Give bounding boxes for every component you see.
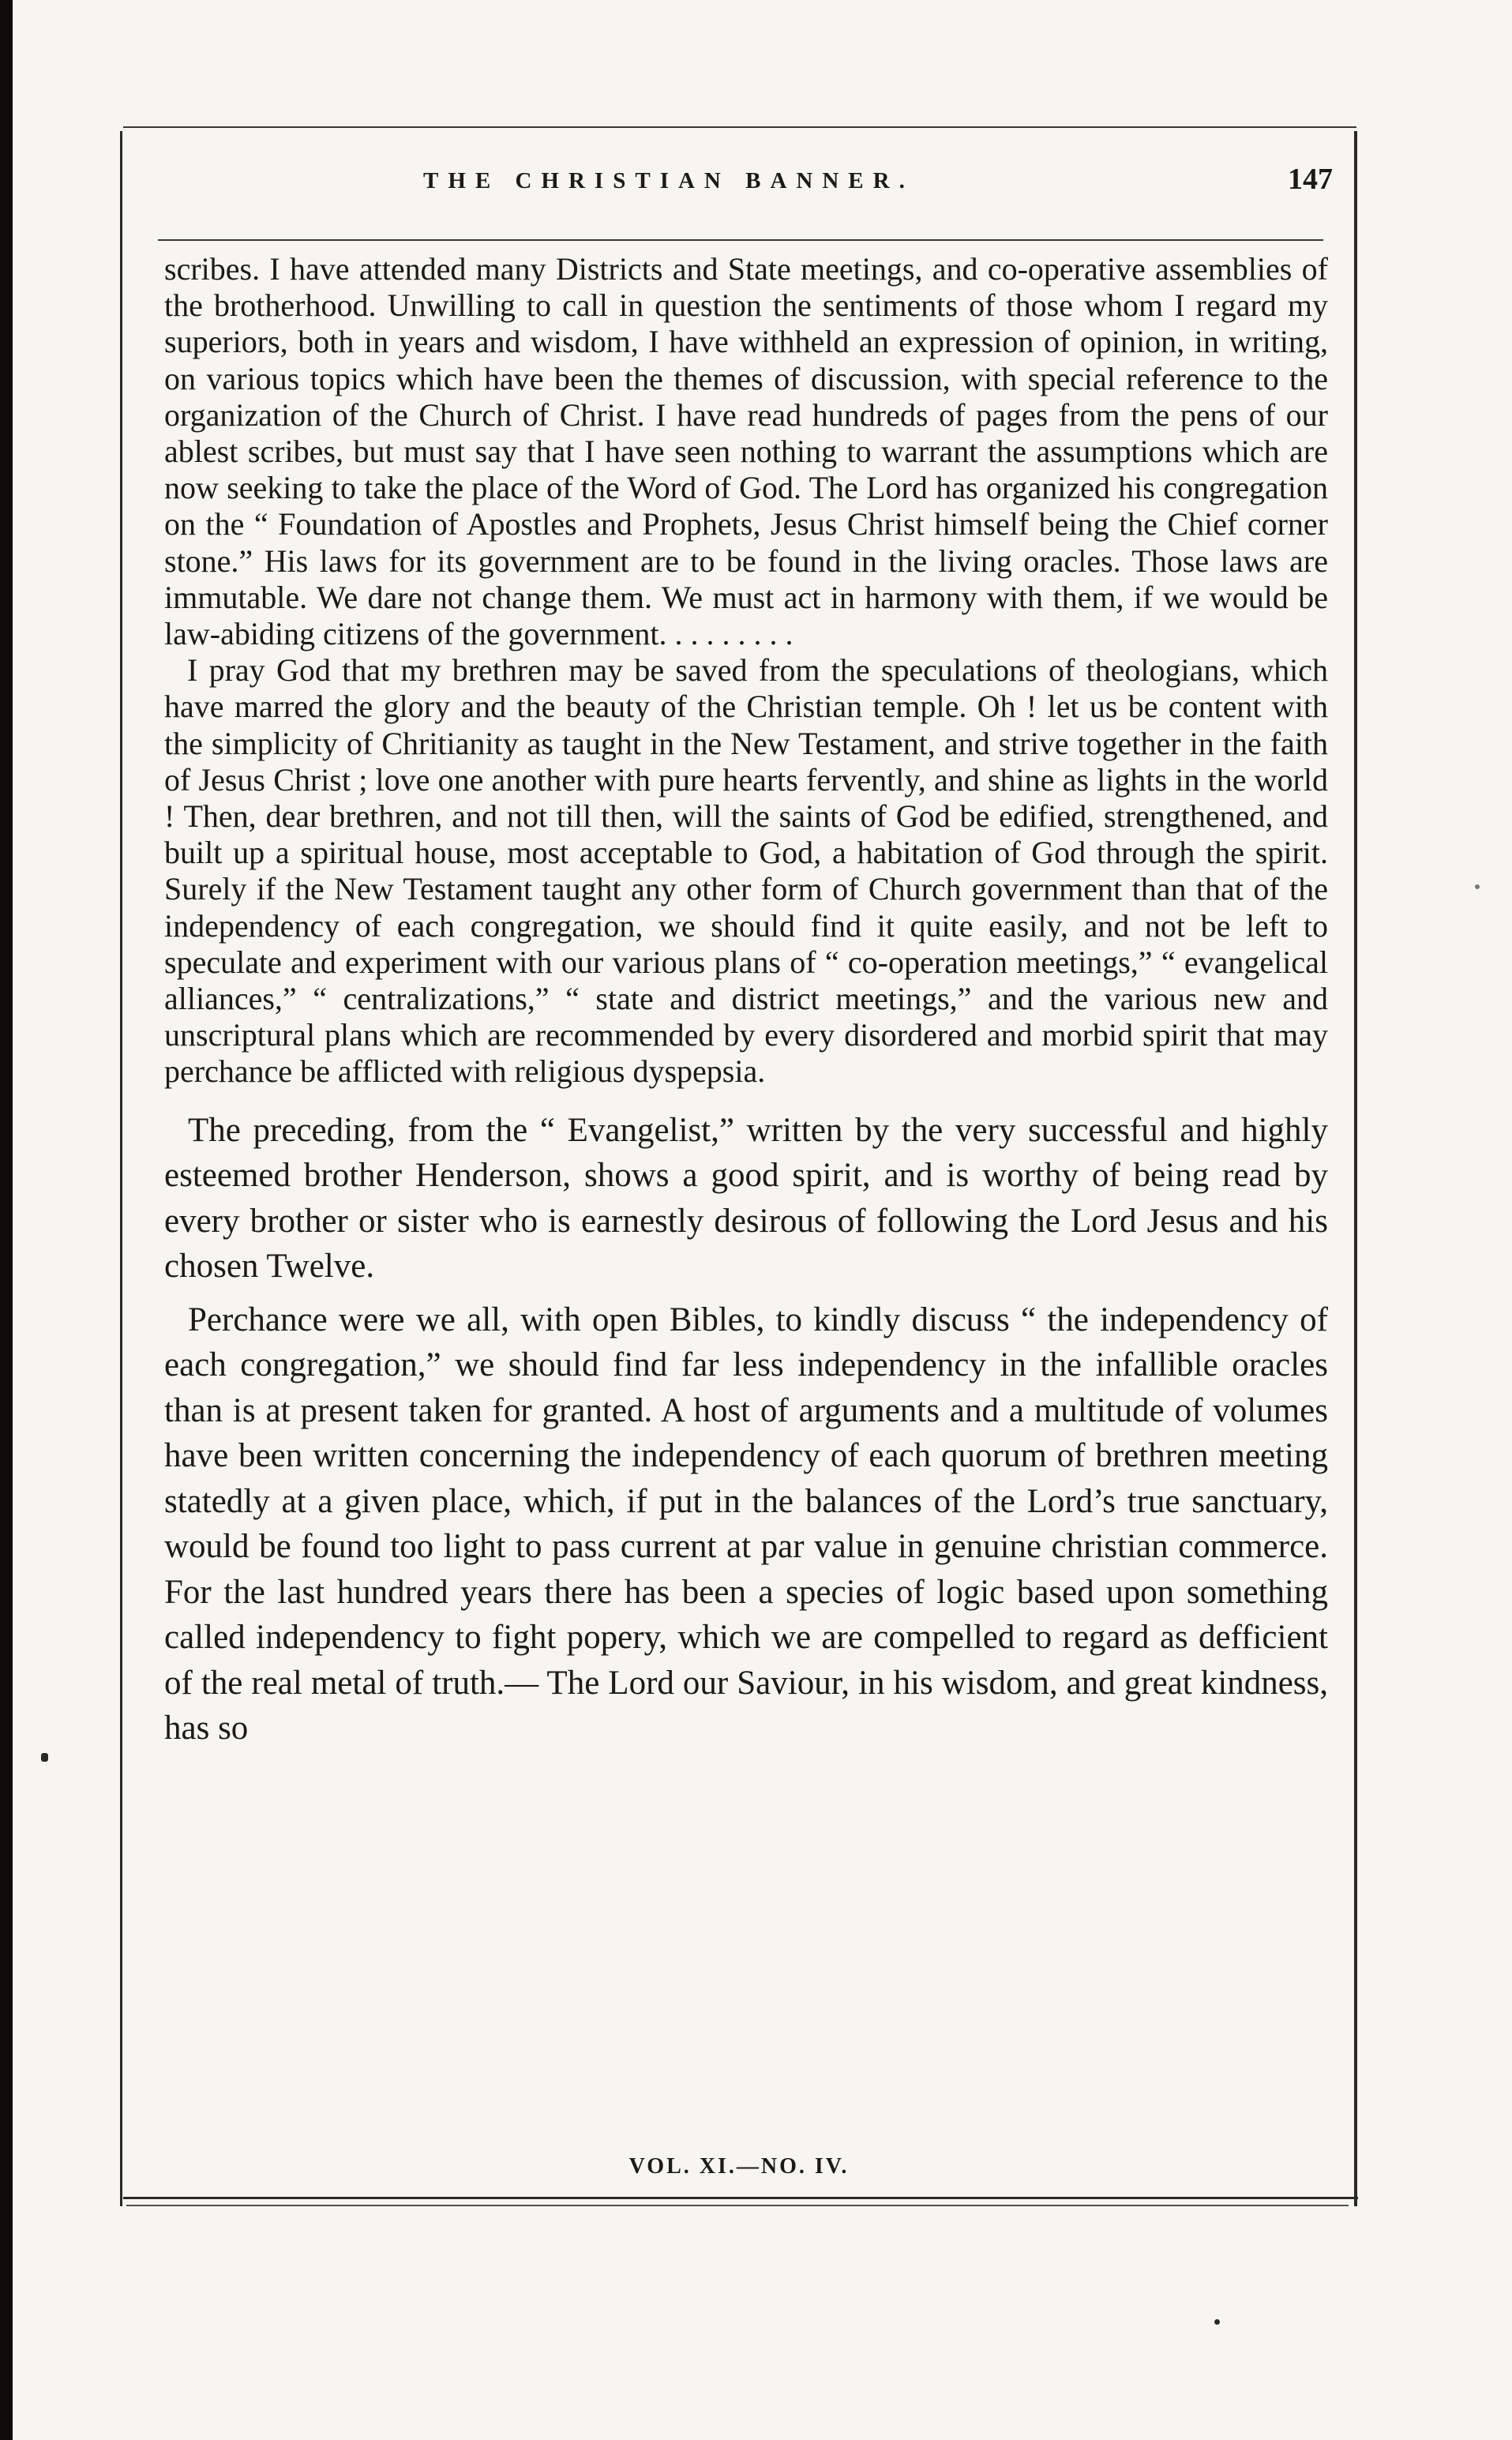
quoted-paragraph: scribes. I have attended many Districts and State meetings, and co-operative assemblies of the brotherhood. Unwilling to call in question the sentiments of those whom I regard my superiors, both in years and wisdom, I have withheld an expression of opinion, in writing, on various topics which have been the themes of discussion, with special reference to the organization of the Church of Christ. I have read hundreds of pages from the pens of our ablest scribes, but must say that I have seen nothing to warrant the assumptions which are now seeking to take the place of the Word of God. The Lord has organized his congregation on the “ Foundation of Apostles and Prophets, Jesus Christ himself being the Chief corner stone.” His laws for its government are to be found in the living oracles. Those laws are immutable. We dare not change them. We must act in harmony with them, if we would be law-abiding citizens of the government. . . . . . . . . [164,251,1328,652]
book-binding-edge [0,0,13,2440]
ink-speck [41,1753,48,1762]
page-frame-bottom-rule [123,2197,1358,2199]
page-frame-bottom-rule-inner [126,2205,1349,2206]
quoted-passage [164,251,1328,1090]
commentary-paragraph: Perchance were we all, with open Bibles, to kindly discuss “ the independency of each congregation,” we should find far less independency in the infallible oracles than is at present taken for granted. A host of arguments and a multitude of volumes have been written concerning the independency of each quorum of brethren meeting statedly at a given place, which, if put in the balances of the Lord’s true sanctuary, would be found too light to pass current at par value in genuine christian commerce. For the last hundred years there has been a species of logic based upon something called independency to fight popery, which we are compelled to regard as defficient of the real metal of truth.— The Lord our Saviour, in his wisdom, and great kindness, has so [164,1301,1328,1747]
page-frame-top-rule [123,126,1356,128]
header-rule [158,239,1323,241]
running-title: THE CHRISTIAN BANNER. [423,168,914,193]
page-number: 147 [1288,163,1333,196]
quoted-paragraph: I pray God that my brethren may be saved from the speculations of theologians, which have marred the glory and the beauty of the Christian temple. Oh ! let us be content with the simplicity of Chritianity as taught in the New Testament, and strive together in the faith of Jesus Christ ; love one another with pure hearts fervently, and shine as lights in the world ! Then, dear brethren, and not till then, will the saints of God be edified, strengthened, and built up a spiritual house, most acceptable to God, a habitation of God through the spirit. Surely if the New Testament taught any other form of Church government than that of the independency of each congregation, we should find it quite easily, and not be left to speculate and experiment with our various plans of “ co-operation meetings,” “ evangelical alliances,” “ centralizations,” “ state and district meetings,” and the various new and unscriptural plans which are recommended by every disordered and morbid spirit that may perchance be afflicted with religious dyspepsia. [164,652,1328,1090]
page-header [123,162,1355,209]
ink-speck [1475,884,1480,889]
page-body [164,251,1328,1751]
ink-speck [1214,2319,1220,2325]
commentary-paragraph: The preceding, from the “ Evangelist,” written by the very successful and highly esteemed brother Henderson, shows a good spirit, and is worthy of being read by every brother or sister who is earnestly desirous of following the Lord Jesus and his chosen Twelve. [164,1111,1328,1286]
signature-mark: VOL. XI.—NO. IV. [628,2154,850,2179]
editorial-commentary [164,1108,1328,1751]
